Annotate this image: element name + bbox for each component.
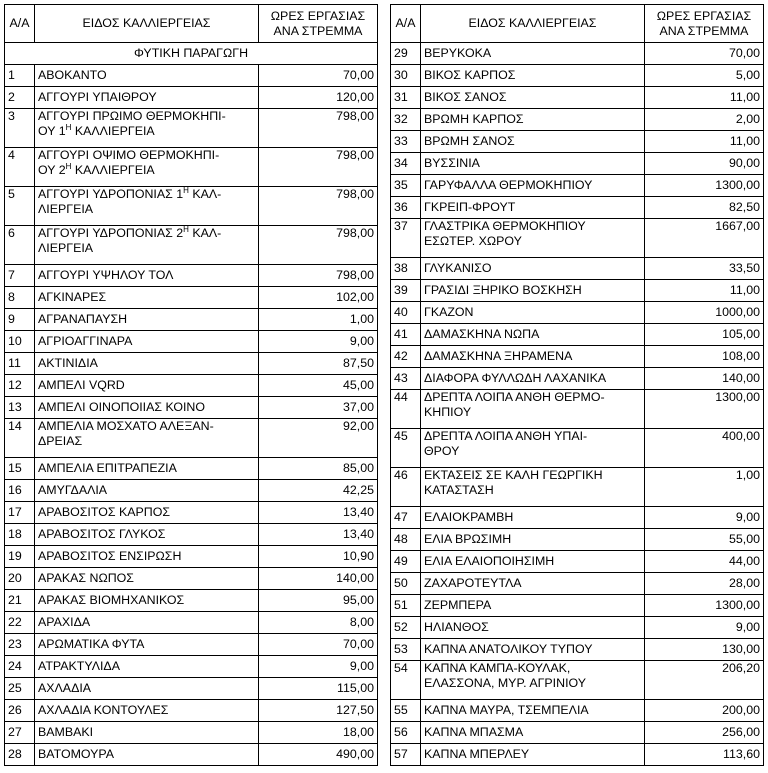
table-row: [5, 309, 378, 331]
crop-name: ΑΧΛΑΔΙΑ: [35, 678, 259, 700]
crop-name: ΑΤΡΑΚΤΥΛΙΔΑ: [35, 656, 259, 678]
work-hours: 140,00: [259, 568, 378, 590]
row-number: 8: [5, 287, 35, 309]
crop-name: ΑΓΓΟΥΡΙ ΠΡΩΙΜΟ ΘΕΡΜΟΚΗΠΙ- ΟΥ $1^H$ ΚΑΛΛΙΕΡΓΕΙΑ: [35, 109, 259, 148]
table-row: [391, 507, 764, 529]
work-hours: 9,00: [645, 507, 764, 529]
table-row: [5, 353, 378, 375]
row-number: 16: [5, 480, 35, 502]
table-row: [391, 429, 764, 468]
crop-name: ΑΓΓΟΥΡΙ ΟΨΙΜΟ ΘΕΡΜΟΚΗΠΙ- ΟΥ $2^H$ ΚΑΛΛΙΕΡΓΕΙΑ: [35, 148, 259, 187]
work-hours: 11,00: [645, 280, 764, 302]
work-hours: 70,00: [645, 43, 764, 65]
crop-name: ΚΑΠΝΑ ΜΠΕΡΛΕΥ: [421, 744, 645, 766]
crop-name: ΑΓΓΟΥΡΙ ΥΠΑΙΘΡΟΥ: [35, 87, 259, 109]
table-row: [5, 722, 378, 744]
work-hours: 105,00: [645, 324, 764, 346]
table-row: [391, 175, 764, 197]
crop-name: ΕΛΙΑ ΒΡΩΣΙΜΗ: [421, 529, 645, 551]
row-number: 6: [5, 226, 35, 265]
table-row: [5, 546, 378, 568]
work-hours: 108,00: [645, 346, 764, 368]
table-row: [391, 219, 764, 258]
work-hours: 1,00: [259, 309, 378, 331]
crop-name: ΑΜΠΕΛΙΑ ΜΟΣΧΑΤΟ ΑΛΕΞΑΝ- ΔΡΕΙΑΣ: [35, 419, 259, 458]
work-hours: 8,00: [259, 612, 378, 634]
work-hours: 13,40: [259, 524, 378, 546]
table-header-row: [391, 5, 764, 43]
row-number: 32: [391, 109, 421, 131]
work-hours: 90,00: [645, 153, 764, 175]
crop-name: ΑΡΑΒΟΣΙΤΟΣ ΕΝΣΙΡΩΣΗ: [35, 546, 259, 568]
row-number: 19: [5, 546, 35, 568]
crop-name: ΔΙΑΦΟΡΑ ΦΥΛΛΩΔΗ ΛΑΧΑΝΙΚΑ: [421, 368, 645, 390]
crop-name: ΓΛΥΚΑΝΙΣΟ: [421, 258, 645, 280]
row-number: 45: [391, 429, 421, 468]
work-hours: 9,00: [259, 656, 378, 678]
crop-name: ΑΡΑΧΙΔΑ: [35, 612, 259, 634]
work-hours: 13,40: [259, 502, 378, 524]
table-row: [5, 187, 378, 226]
work-hours: 45,00: [259, 375, 378, 397]
row-number: 34: [391, 153, 421, 175]
work-hours: 1300,00: [645, 595, 764, 617]
row-number: 42: [391, 346, 421, 368]
row-number: 28: [5, 744, 35, 766]
row-number: 22: [5, 612, 35, 634]
row-number: 51: [391, 595, 421, 617]
work-hours: 70,00: [259, 634, 378, 656]
table-row: [5, 226, 378, 265]
table-row: [5, 65, 378, 87]
work-hours: 70,00: [259, 65, 378, 87]
table-header-row: [5, 5, 378, 43]
table-row: [391, 109, 764, 131]
work-hours: 1667,00: [645, 219, 764, 258]
row-number: 13: [5, 397, 35, 419]
table-row: [5, 502, 378, 524]
row-number: 35: [391, 175, 421, 197]
work-hours: 11,00: [645, 87, 764, 109]
crop-name: ΑΓΡΑΝΑΠΑΥΣΗ: [35, 309, 259, 331]
crop-name: ΓΡΑΣΙΔΙ ΞΗΡΙΚΟ ΒΟΣΚΗΣΗ: [421, 280, 645, 302]
table-row: [391, 258, 764, 280]
table-row: [391, 573, 764, 595]
crop-name: ΔΡΕΠΤΑ ΛΟΙΠΑ ΑΝΘΗ ΘΕΡΜΟ- ΚΗΠΙΟΥ: [421, 390, 645, 429]
work-hours: 5,00: [645, 65, 764, 87]
table-row: [391, 551, 764, 573]
table-row: [5, 568, 378, 590]
column-header-num: Α/Α: [391, 5, 421, 43]
table-row: [391, 43, 764, 65]
work-hours: 44,00: [645, 551, 764, 573]
table-row: [391, 617, 764, 639]
crop-name: ΓΑΡΥΦΑΛΛΑ ΘΕΡΜΟΚΗΠΙΟΥ: [421, 175, 645, 197]
crop-name: ΔΑΜΑΣΚΗΝΑ ΞΗΡΑΜΕΝΑ: [421, 346, 645, 368]
column-header-num: Α/Α: [5, 5, 35, 43]
crop-name: ΚΑΠΝΑ ΜΠΑΣΜΑ: [421, 722, 645, 744]
table-row: [5, 87, 378, 109]
work-hours: 102,00: [259, 287, 378, 309]
row-number: 40: [391, 302, 421, 324]
row-number: 20: [5, 568, 35, 590]
work-hours: 798,00: [259, 265, 378, 287]
work-hours: 37,00: [259, 397, 378, 419]
crop-name: ΑΚΤΙΝΙΔΙΑ: [35, 353, 259, 375]
row-number: 39: [391, 280, 421, 302]
crop-name: ΕΛΑΙΟΚΡΑΜΒΗ: [421, 507, 645, 529]
crop-name: ΑΜΠΕΛΙΑ ΕΠΙΤΡΑΠΕΖΙΑ: [35, 458, 259, 480]
work-hours: 18,00: [259, 722, 378, 744]
table-row: [5, 744, 378, 766]
table-row: [391, 302, 764, 324]
column-header-name: ΕΙΔΟΣ ΚΑΛΛΙΕΡΓΕΙΑΣ: [421, 5, 645, 43]
row-number: 50: [391, 573, 421, 595]
work-hours: 490,00: [259, 744, 378, 766]
crop-name: ΒΡΩΜΗ ΣΑΝΟΣ: [421, 131, 645, 153]
row-number: 55: [391, 700, 421, 722]
work-hours: 256,00: [645, 722, 764, 744]
crop-name: ΚΑΠΝΑ ΑΝΑΤΟΛΙΚΟΥ ΤΥΠΟΥ: [421, 639, 645, 661]
work-hours: 9,00: [259, 331, 378, 353]
table-row: [5, 612, 378, 634]
table-row: [5, 678, 378, 700]
work-hours: 1300,00: [645, 390, 764, 429]
row-number: 43: [391, 368, 421, 390]
work-hours: 95,00: [259, 590, 378, 612]
row-number: 46: [391, 468, 421, 507]
crop-name: ΑΡΑΚΑΣ ΒΙΟΜΗΧΑΝΙΚΟΣ: [35, 590, 259, 612]
row-number: 29: [391, 43, 421, 65]
table-row: [391, 529, 764, 551]
row-number: 41: [391, 324, 421, 346]
table-row: [391, 700, 764, 722]
table-row: [5, 109, 378, 148]
work-hours: 798,00: [259, 187, 378, 226]
table-row: [5, 419, 378, 458]
crop-name: ΓΛΑΣΤΡΙΚΑ ΘΕΡΜΟΚΗΠΙΟΥ ΕΣΩΤΕΡ. ΧΩΡΟΥ: [421, 219, 645, 258]
crop-name: ΑΓΓΟΥΡΙ ΥΨΗΛΟΥ ΤΟΛ: [35, 265, 259, 287]
row-number: 54: [391, 661, 421, 700]
crop-name: ΔΡΕΠΤΑ ΛΟΙΠΑ ΑΝΘΗ ΥΠΑΙ- ΘΡΟΥ: [421, 429, 645, 468]
crop-name: ΒΙΚΟΣ ΣΑΝΟΣ: [421, 87, 645, 109]
row-number: 21: [5, 590, 35, 612]
table-row: [391, 65, 764, 87]
table-row: [391, 595, 764, 617]
crop-name: ΔΑΜΑΣΚΗΝΑ ΝΩΠΑ: [421, 324, 645, 346]
row-number: 27: [5, 722, 35, 744]
crop-name: ΑΡΩΜΑΤΙΚΑ ΦΥΤΑ: [35, 634, 259, 656]
table-row: [5, 331, 378, 353]
row-number: 9: [5, 309, 35, 331]
row-number: 26: [5, 700, 35, 722]
crop-name: ΑΡΑΒΟΣΙΤΟΣ ΚΑΡΠΟΣ: [35, 502, 259, 524]
row-number: 49: [391, 551, 421, 573]
crop-name: ΚΑΠΝΑ ΚΑΜΠΑ-ΚΟΥΛΑΚ, ΕΛΑΣΣΟΝΑ, ΜΥΡ. ΑΓΡΙΝΙΟΥ: [421, 661, 645, 700]
work-hours: 130,00: [645, 639, 764, 661]
row-number: 37: [391, 219, 421, 258]
work-hours: 85,00: [259, 458, 378, 480]
table-row: [391, 87, 764, 109]
row-number: 7: [5, 265, 35, 287]
work-hours: 11,00: [645, 131, 764, 153]
crop-name: ΗΛΙΑΝΘΟΣ: [421, 617, 645, 639]
table-row: [5, 700, 378, 722]
work-hours: 28,00: [645, 573, 764, 595]
work-hours: 798,00: [259, 226, 378, 265]
row-number: 14: [5, 419, 35, 458]
row-number: 38: [391, 258, 421, 280]
table-row: [391, 661, 764, 700]
crop-name: ΖΑΧΑΡΟΤΕΥΤΛΑ: [421, 573, 645, 595]
row-number: 52: [391, 617, 421, 639]
table-row: [391, 324, 764, 346]
crop-name: ΑΜΠΕΛΙ VQRD: [35, 375, 259, 397]
table-row: [391, 131, 764, 153]
row-number: 57: [391, 744, 421, 766]
row-number: 1: [5, 65, 35, 87]
table-row: [5, 265, 378, 287]
table-row: [391, 722, 764, 744]
row-number: 30: [391, 65, 421, 87]
row-number: 31: [391, 87, 421, 109]
row-number: 33: [391, 131, 421, 153]
work-hours: 200,00: [645, 700, 764, 722]
work-hours: 798,00: [259, 109, 378, 148]
table-row: [5, 287, 378, 309]
table-row: [5, 524, 378, 546]
crop-name: ΑΡΑΒΟΣΙΤΟΣ ΓΛΥΚΟΣ: [35, 524, 259, 546]
crop-name: ΒΑΜΒΑΚΙ: [35, 722, 259, 744]
work-hours: 10,90: [259, 546, 378, 568]
table-row: [391, 390, 764, 429]
work-hours: 120,00: [259, 87, 378, 109]
work-hours: 140,00: [645, 368, 764, 390]
row-number: 2: [5, 87, 35, 109]
work-hours: 1,00: [645, 468, 764, 507]
crop-table-left: [4, 4, 378, 766]
table-row: [391, 744, 764, 766]
work-hours: 1000,00: [645, 302, 764, 324]
row-number: 36: [391, 197, 421, 219]
table-row: [391, 280, 764, 302]
crop-name: ΑΓΚΙΝΑΡΕΣ: [35, 287, 259, 309]
table-row: [391, 468, 764, 507]
table-row: [5, 397, 378, 419]
row-number: 25: [5, 678, 35, 700]
table-row: [391, 153, 764, 175]
crop-name: ΒΥΣΣΙΝΙΑ: [421, 153, 645, 175]
crop-name: ΑΓΓΟΥΡΙ ΥΔΡΟΠΟΝΙΑΣ $2^H$ ΚΑΛ- ΛΙΕΡΓΕΙΑ: [35, 226, 259, 265]
crop-table-right: [390, 4, 764, 766]
crop-name: ΖΕΡΜΠΕΡΑ: [421, 595, 645, 617]
work-hours: 87,50: [259, 353, 378, 375]
work-hours: 55,00: [645, 529, 764, 551]
row-number: 48: [391, 529, 421, 551]
crop-name: ΑΒΟΚΑΝΤΟ: [35, 65, 259, 87]
crop-name: ΑΜΠΕΛΙ ΟΙΝΟΠΟΙΙΑΣ ΚΟΙΝΟ: [35, 397, 259, 419]
crop-name: ΑΓΓΟΥΡΙ ΥΔΡΟΠΟΝΙΑΣ $1^H$ ΚΑΛ- ΛΙΕΡΓΕΙΑ: [35, 187, 259, 226]
crop-name: ΓΚΑΖΟΝ: [421, 302, 645, 324]
crop-name: ΒΙΚΟΣ ΚΑΡΠΟΣ: [421, 65, 645, 87]
work-hours: 127,50: [259, 700, 378, 722]
column-header-hours: ΩΡΕΣ ΕΡΓΑΣΙΑΣ ΑΝΑ ΣΤΡΕΜΜΑ: [259, 5, 378, 43]
work-hours: 92,00: [259, 419, 378, 458]
column-header-hours: ΩΡΕΣ ΕΡΓΑΣΙΑΣ ΑΝΑ ΣΤΡΕΜΜΑ: [645, 5, 764, 43]
crop-name: ΒΡΩΜΗ ΚΑΡΠΟΣ: [421, 109, 645, 131]
crop-name: ΑΓΡΙΟΑΓΓΙΝΑΡΑ: [35, 331, 259, 353]
work-hours: 400,00: [645, 429, 764, 468]
table-row: [5, 375, 378, 397]
work-hours: 1300,00: [645, 175, 764, 197]
table-row: [5, 590, 378, 612]
crop-name: ΑΜΥΓΔΑΛΙΑ: [35, 480, 259, 502]
section-title: ΦΥΤΙΚΗ ΠΑΡΑΓΩΓΗ: [5, 43, 378, 65]
column-header-name: ΕΙΔΟΣ ΚΑΛΛΙΕΡΓΕΙΑΣ: [35, 5, 259, 43]
crop-name: ΒΑΤΟΜΟΥΡΑ: [35, 744, 259, 766]
section-row: [5, 43, 378, 65]
row-number: 4: [5, 148, 35, 187]
table-row: [5, 480, 378, 502]
work-hours: 206,20: [645, 661, 764, 700]
table-row: [391, 346, 764, 368]
crop-name: ΒΕΡΥΚΟΚΑ: [421, 43, 645, 65]
work-hours: 9,00: [645, 617, 764, 639]
table-row: [5, 148, 378, 187]
work-hours: 115,00: [259, 678, 378, 700]
crop-name: ΕΚΤΑΣΕΙΣ ΣΕ ΚΑΛΗ ΓΕΩΡΓΙΚΗ ΚΑΤΑΣΤΑΣΗ: [421, 468, 645, 507]
row-number: 3: [5, 109, 35, 148]
work-hours: 82,50: [645, 197, 764, 219]
row-number: 44: [391, 390, 421, 429]
row-number: 10: [5, 331, 35, 353]
row-number: 12: [5, 375, 35, 397]
row-number: 15: [5, 458, 35, 480]
row-number: 56: [391, 722, 421, 744]
table-row: [5, 458, 378, 480]
row-number: 18: [5, 524, 35, 546]
row-number: 24: [5, 656, 35, 678]
crop-name: ΕΛΙΑ ΕΛΑΙΟΠΟΙΗΣΙΜΗ: [421, 551, 645, 573]
crop-name: ΑΧΛΑΔΙΑ ΚΟΝΤΟΥΛΕΣ: [35, 700, 259, 722]
work-hours: 113,60: [645, 744, 764, 766]
table-row: [5, 656, 378, 678]
table-row: [5, 634, 378, 656]
work-hours: 798,00: [259, 148, 378, 187]
crop-name: ΑΡΑΚΑΣ ΝΩΠΟΣ: [35, 568, 259, 590]
work-hours: 42,25: [259, 480, 378, 502]
work-hours: 2,00: [645, 109, 764, 131]
row-number: 47: [391, 507, 421, 529]
work-hours: 33,50: [645, 258, 764, 280]
row-number: 5: [5, 187, 35, 226]
table-row: [391, 639, 764, 661]
row-number: 53: [391, 639, 421, 661]
row-number: 17: [5, 502, 35, 524]
table-row: [391, 197, 764, 219]
row-number: 11: [5, 353, 35, 375]
row-number: 23: [5, 634, 35, 656]
crop-name: ΚΑΠΝΑ ΜΑΥΡΑ, ΤΣΕΜΠΕΛΙΑ: [421, 700, 645, 722]
table-row: [391, 368, 764, 390]
crop-name: ΓΚΡΕΙΠ-ΦΡΟΥΤ: [421, 197, 645, 219]
